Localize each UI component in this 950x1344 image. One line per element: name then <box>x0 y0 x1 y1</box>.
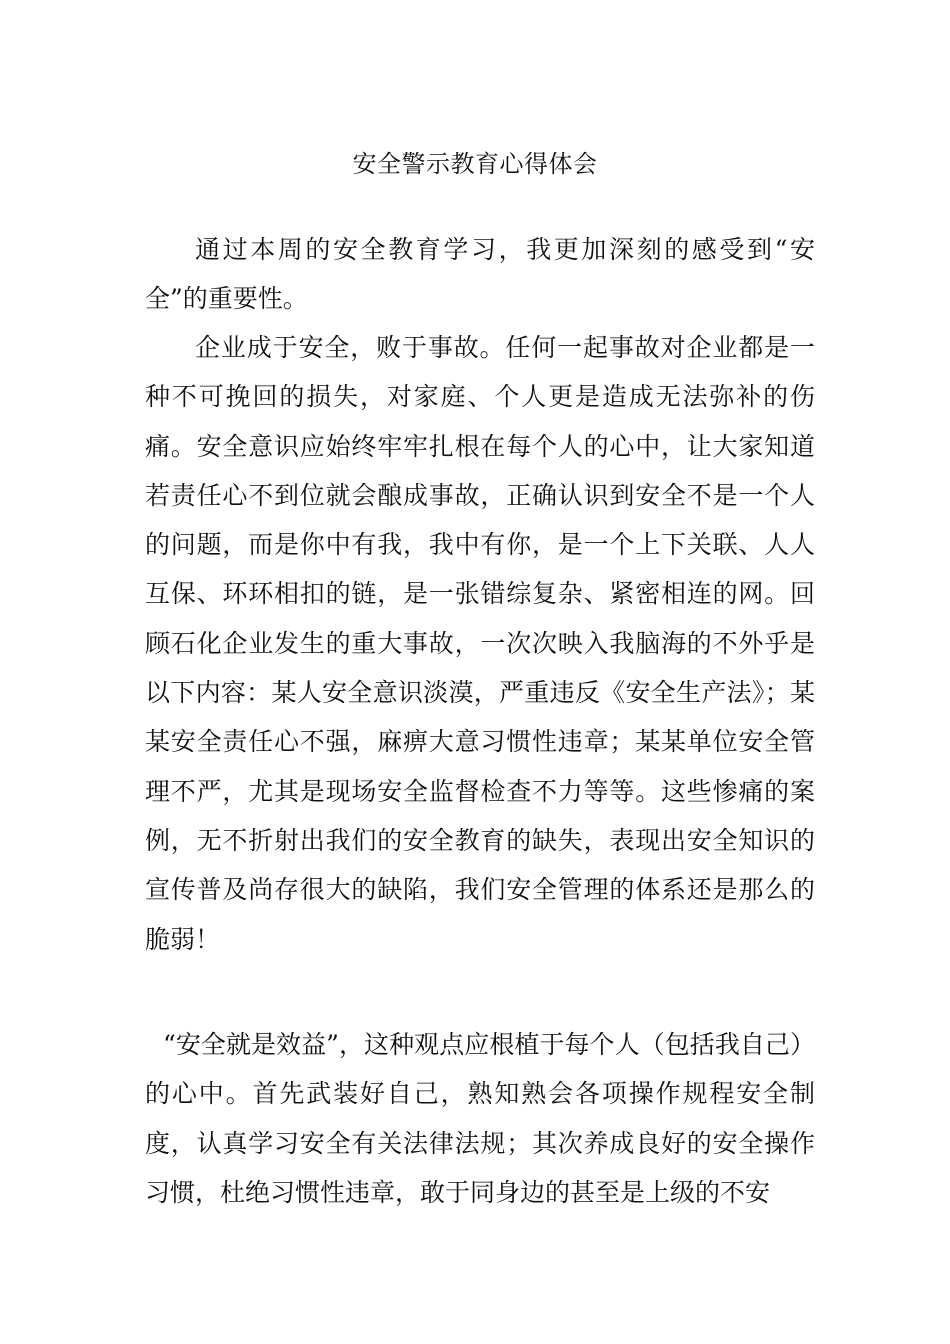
paragraph-safety-benefit: “安全就是效益”，这种观点应根植于每个人（包括我自己）的心中。首先武装好自己，熟知熟会各项操作规程安全制度，认真学习安全有关法律法规；其次养成良好的安全操作习惯，杜绝习惯性违章，敢于同身边的甚至是上级的不安 <box>145 1030 815 1207</box>
document-title: 安全警示教育心得体会 <box>352 150 598 178</box>
paragraph-intro: 通过本周的安全教育学习，我更加深刻的感受到“安全”的重要性。 <box>145 235 815 314</box>
paragraph-enterprise-safety: 企业成于安全，败于事故。任何一起事故对企业都是一种不可挽回的损失，对家庭、个人更是造成无法弥补的伤痛。安全意识应始终牢牢扎根在每个人的心中，让大家知道若责任心不到位就会酿成事故，正确认识到安全不是一个人的问题，而是你中有我，我中有你，是一个上下关联、人人互保、环环相扣的链，是一张错综复杂、紧密相连的网。回顾石化企业发生的重大事故，一次次映入我脑海的不外乎是以下内容：某人安全意识淡漠，严重违反《安全生产法》；某某安全责任心不强，麻痹大意习惯性违章；某某单位安全管理不严，尤其是现场安全监督检查不力等等。这些惨痛的案例，无不折射出我们的安全教育的缺失，表现出安全知识的宣传普及尚存很大的缺陷，我们安全管理的体系还是那么的脆弱！ <box>145 333 815 954</box>
